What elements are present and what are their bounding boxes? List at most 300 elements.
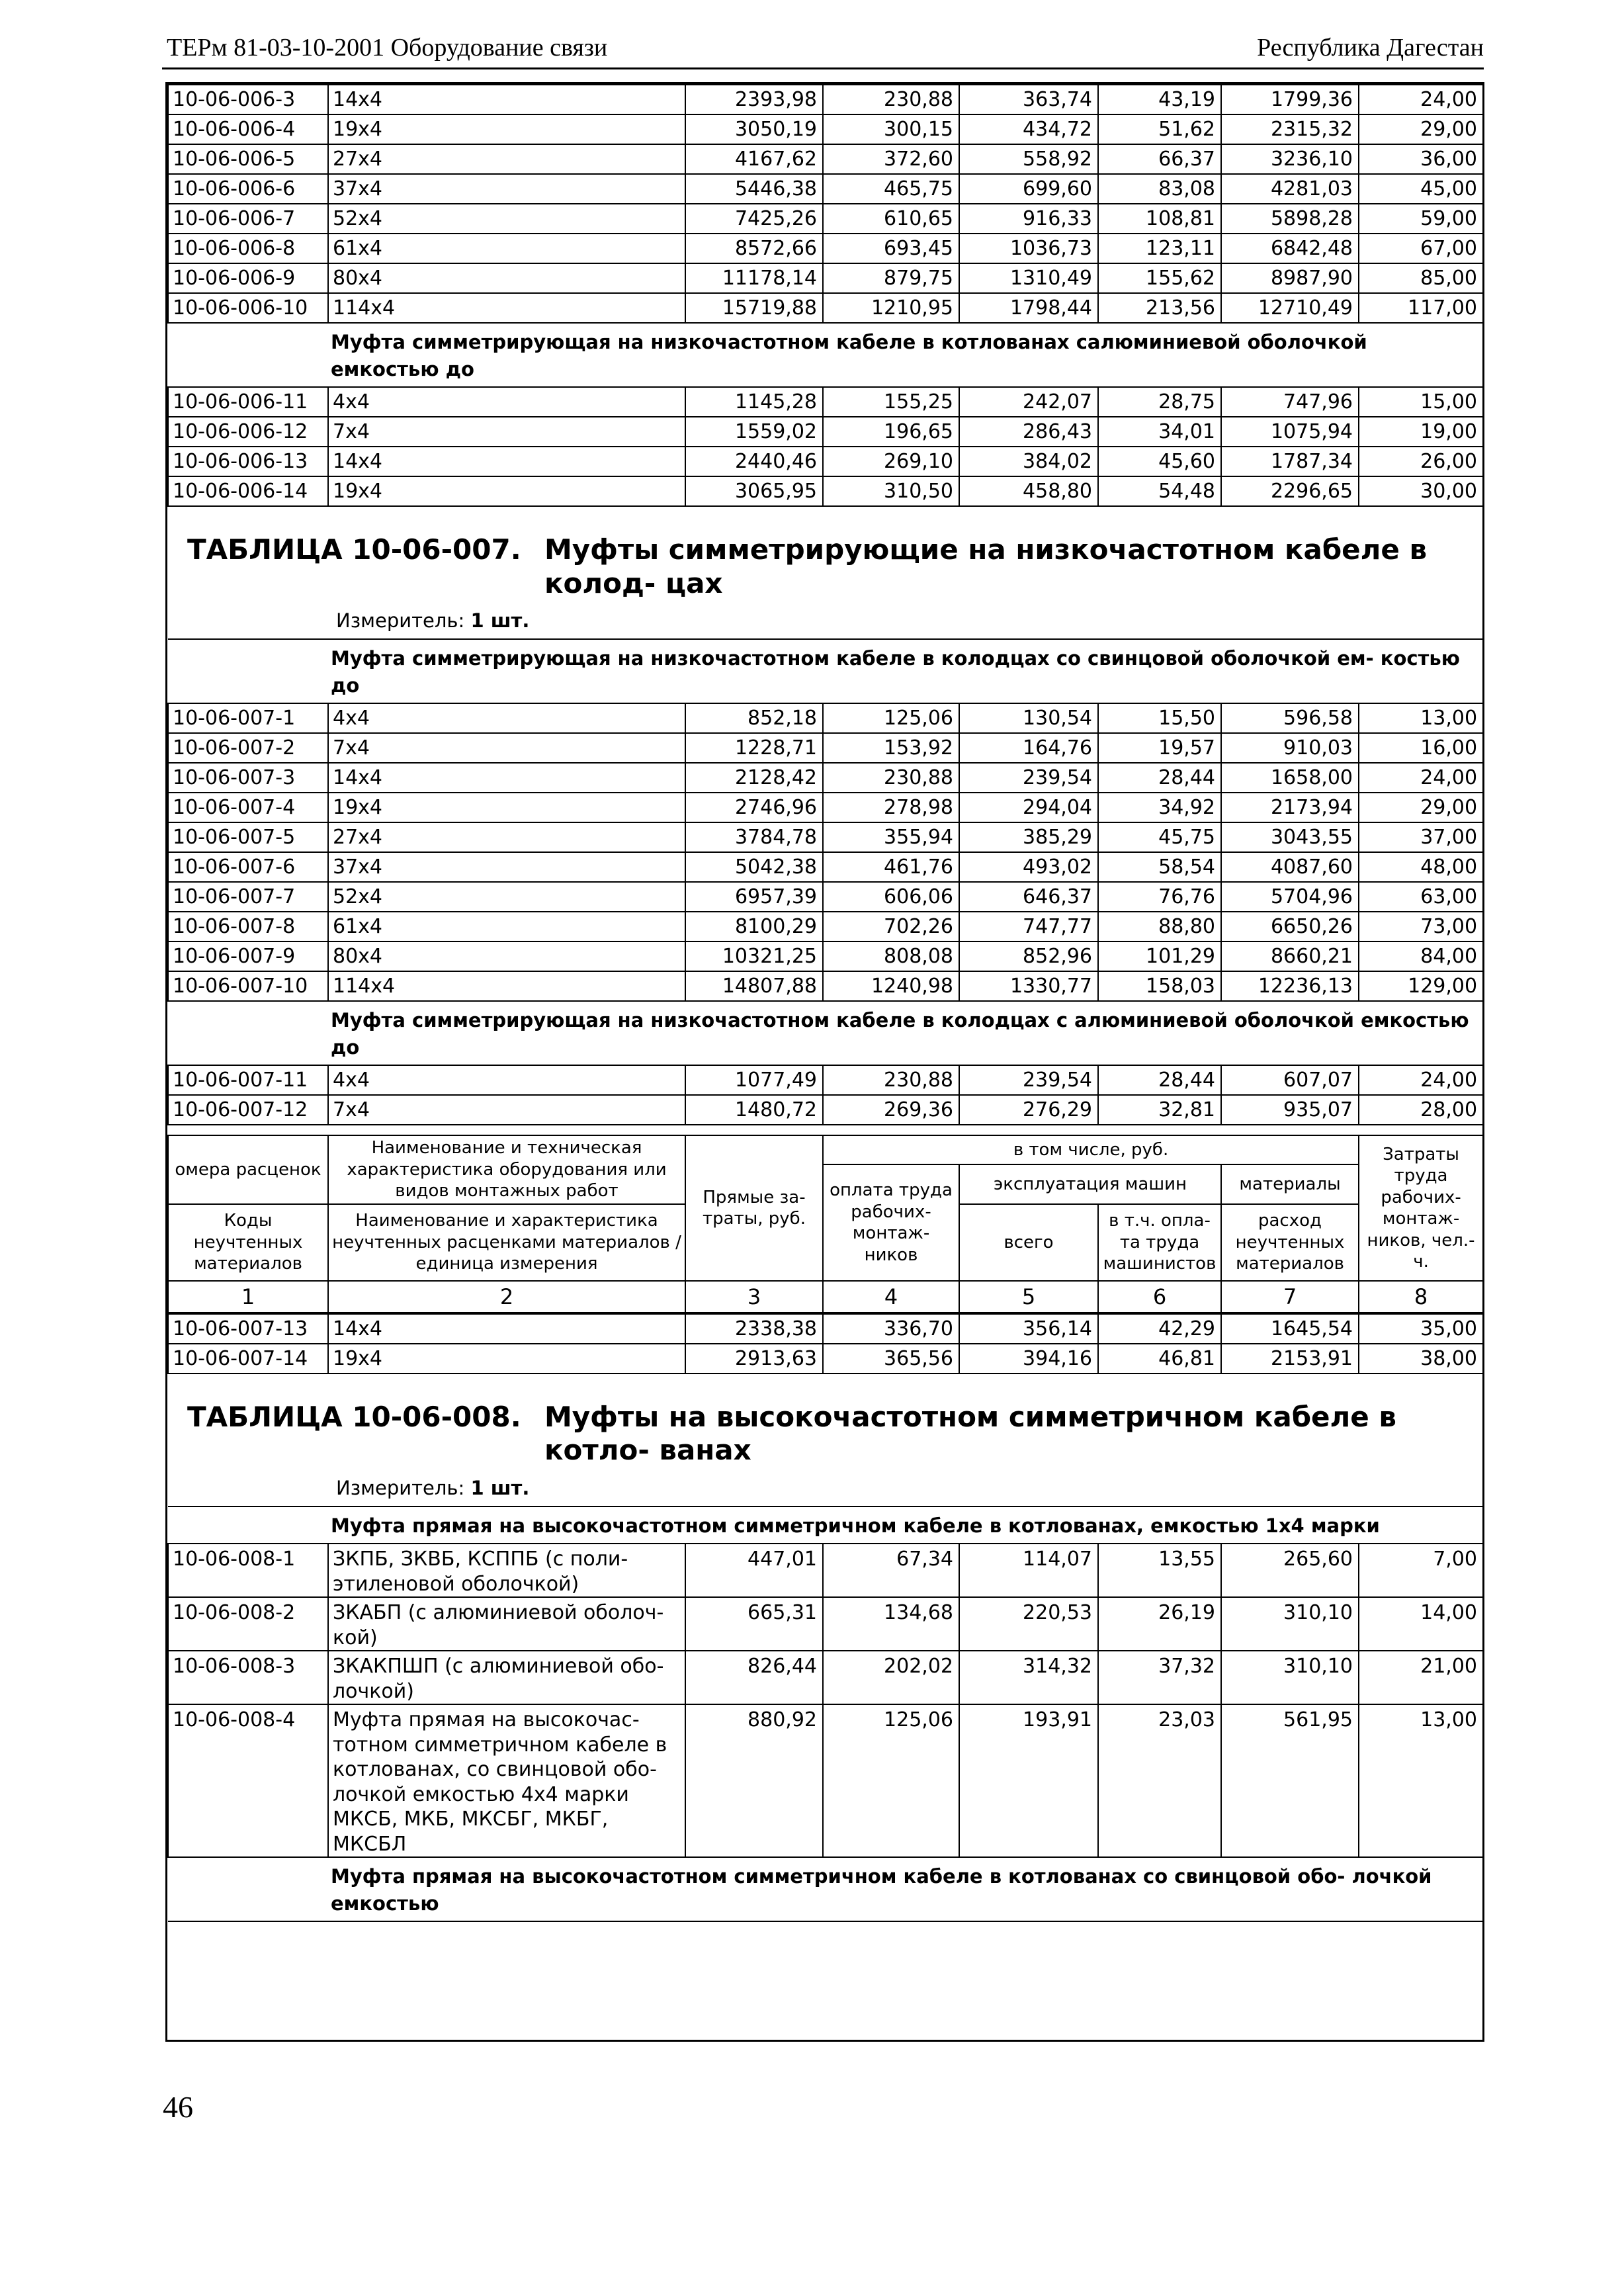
value-cell: 26,19 (1098, 1597, 1221, 1651)
item-name-cell: 4x4 (328, 1065, 685, 1095)
rate-code-cell: 10-06-006-7 (168, 204, 328, 234)
value-cell: 76,76 (1098, 882, 1221, 912)
value-cell: 114,07 (959, 1544, 1098, 1597)
table-row (168, 85, 1483, 114)
rate-code-cell: 10-06-007-2 (168, 733, 328, 763)
table-row (168, 204, 1483, 234)
value-cell: 88,80 (1098, 912, 1221, 941)
table-008-title: Муфты на высокочастотном симметричном кабеле в котло- ванах (544, 1400, 1396, 1467)
value-cell: 561,95 (1221, 1704, 1359, 1857)
value-cell: 8660,21 (1221, 941, 1359, 971)
page-number: 46 (163, 2090, 193, 2124)
value-cell: 265,60 (1221, 1544, 1359, 1597)
value-cell: 935,07 (1221, 1095, 1359, 1125)
rate-code-cell: 10-06-006-10 (168, 293, 328, 323)
value-cell: 67,00 (1359, 234, 1483, 263)
rate-code-cell: 10-06-006-9 (168, 263, 328, 293)
value-cell: 300,15 (823, 114, 959, 144)
table-row (168, 476, 1483, 506)
value-cell: 28,44 (1098, 1065, 1221, 1095)
value-cell: 11178,14 (685, 263, 823, 293)
value-cell: 2913,63 (685, 1344, 823, 1374)
rate-code-cell: 10-06-007-5 (168, 822, 328, 852)
value-cell: 129,00 (1359, 971, 1483, 1001)
rate-code-cell: 10-06-006-13 (168, 447, 328, 476)
column-number: 4 (823, 1281, 959, 1313)
rate-code-cell: 10-06-007-3 (168, 763, 328, 793)
item-name-cell: ЗКАБП (с алюминиевой оболоч- кой) (328, 1597, 685, 1651)
measure-label: Измеритель: (336, 609, 465, 632)
value-cell: 35,00 (1359, 1314, 1483, 1344)
item-name-cell: 14x4 (328, 447, 685, 476)
value-cell: 1787,34 (1221, 447, 1359, 476)
table-row (168, 703, 1483, 733)
value-cell: 269,10 (823, 447, 959, 476)
value-cell: 4167,62 (685, 144, 823, 174)
value-cell: 8987,90 (1221, 263, 1359, 293)
table-row (168, 234, 1483, 263)
value-cell: 1645,54 (1221, 1314, 1359, 1344)
value-cell: 108,81 (1098, 204, 1221, 234)
table-row (168, 971, 1483, 1001)
header-c2-top: Наименование и техническая характеристика оборудования или видов монтажных работ (328, 1135, 685, 1204)
column-number: 1 (168, 1281, 328, 1313)
table-008-section (167, 1374, 1482, 1923)
table-row (168, 447, 1483, 476)
group-row (168, 1506, 1483, 1544)
value-cell: 2393,98 (685, 85, 823, 114)
value-cell: 158,03 (1098, 971, 1221, 1001)
item-name-cell: 14x4 (328, 763, 685, 793)
value-cell: 67,34 (823, 1544, 959, 1597)
value-cell: 51,62 (1098, 114, 1221, 144)
value-cell: 607,07 (1221, 1065, 1359, 1095)
item-name-cell: 52x4 (328, 882, 685, 912)
value-cell: 4087,60 (1221, 852, 1359, 882)
value-cell: 310,10 (1221, 1651, 1359, 1704)
value-cell: 10321,25 (685, 941, 823, 971)
item-name-cell: 61x4 (328, 912, 685, 941)
table-007-rows-c (168, 1314, 1483, 1374)
value-cell: 242,07 (959, 387, 1098, 417)
value-cell: 13,00 (1359, 1704, 1483, 1857)
table-007-title: Муфты симметрирующие на низкочастотном кабеле в колод- цах (544, 533, 1428, 599)
rate-code-cell: 10-06-006-5 (168, 144, 328, 174)
value-cell: 3050,19 (685, 114, 823, 144)
value-cell: 134,68 (823, 1597, 959, 1651)
table-007-heading (167, 507, 1482, 600)
table-006 (167, 84, 1484, 507)
group-cell (168, 1506, 1483, 1544)
value-cell: 3043,55 (1221, 822, 1359, 852)
value-cell: 59,00 (1359, 204, 1483, 234)
value-cell: 385,29 (959, 822, 1098, 852)
value-cell: 164,76 (959, 733, 1098, 763)
table-row (168, 417, 1483, 447)
value-cell: 1228,71 (685, 733, 823, 763)
rate-code-cell: 10-06-006-11 (168, 387, 328, 417)
rate-code-cell: 10-06-008-2 (168, 1597, 328, 1651)
value-cell: 19,00 (1359, 417, 1483, 447)
item-name-cell: 14x4 (328, 1314, 685, 1344)
table-row (168, 852, 1483, 882)
value-cell: 269,36 (823, 1095, 959, 1125)
value-cell: 38,00 (1359, 1344, 1483, 1374)
item-name-cell: 52x4 (328, 204, 685, 234)
table-008-heading (167, 1374, 1482, 1467)
value-cell: 702,26 (823, 912, 959, 941)
value-cell: 4281,03 (1221, 174, 1359, 204)
value-cell: 130,54 (959, 703, 1098, 733)
group-title-007-b: Муфта симметрирующая на низкочастотном кабеле в колодцах с алюминиевой оболочкой емкостью до (331, 1009, 1469, 1059)
value-cell: 24,00 (1359, 763, 1483, 793)
value-cell: 286,43 (959, 417, 1098, 447)
table-row (168, 763, 1483, 793)
column-number: 6 (1098, 1281, 1221, 1313)
value-cell: 852,96 (959, 941, 1098, 971)
table-row (168, 1704, 1483, 1857)
value-cell: 610,65 (823, 204, 959, 234)
value-cell: 34,01 (1098, 417, 1221, 447)
item-name-cell: 114x4 (328, 971, 685, 1001)
item-name-cell: 19x4 (328, 793, 685, 822)
value-cell: 125,06 (823, 703, 959, 733)
value-cell: 384,02 (959, 447, 1098, 476)
running-header-right: Республика Дагестан (1257, 34, 1484, 62)
value-cell: 434,72 (959, 114, 1098, 144)
table-row (168, 1544, 1483, 1597)
header-rule (162, 67, 1484, 69)
value-cell: 155,62 (1098, 263, 1221, 293)
table-row (168, 1065, 1483, 1095)
value-cell: 1075,94 (1221, 417, 1359, 447)
table-row (168, 1095, 1483, 1125)
value-cell: 202,02 (823, 1651, 959, 1704)
value-cell: 558,92 (959, 144, 1098, 174)
table-006-rows-a (168, 85, 1483, 323)
rate-code-cell: 10-06-007-7 (168, 882, 328, 912)
rate-code-cell: 10-06-007-10 (168, 971, 328, 1001)
value-cell: 24,00 (1359, 85, 1483, 114)
value-cell: 8572,66 (685, 234, 823, 263)
value-cell: 665,31 (685, 1597, 823, 1651)
rate-code-cell: 10-06-006-8 (168, 234, 328, 263)
value-cell: 8100,29 (685, 912, 823, 941)
value-cell: 606,06 (823, 882, 959, 912)
value-cell: 239,54 (959, 1065, 1098, 1095)
column-number: 8 (1359, 1281, 1483, 1313)
value-cell: 394,16 (959, 1344, 1098, 1374)
table-007-rows-b (168, 1065, 1483, 1125)
value-cell: 230,88 (823, 763, 959, 793)
table-row (168, 263, 1483, 293)
group-cell (168, 1857, 1483, 1921)
group-title-008-a: Муфта прямая на высокочастотном симметричном кабеле в котлованах, емкостью 1x4 марки (331, 1514, 1380, 1537)
value-cell: 5446,38 (685, 174, 823, 204)
value-cell: 2296,65 (1221, 476, 1359, 506)
rate-code-cell: 10-06-007-9 (168, 941, 328, 971)
header-c6: в т.ч. опла- та труда машинистов (1098, 1204, 1221, 1281)
value-cell: 239,54 (959, 763, 1098, 793)
value-cell: 852,18 (685, 703, 823, 733)
value-cell: 230,88 (823, 1065, 959, 1095)
item-name-cell: 4x4 (328, 703, 685, 733)
value-cell: 7425,26 (685, 204, 823, 234)
item-name-cell: 80x4 (328, 263, 685, 293)
value-cell: 14807,88 (685, 971, 823, 1001)
value-cell: 26,00 (1359, 447, 1483, 476)
value-cell: 15,50 (1098, 703, 1221, 733)
value-cell: 66,37 (1098, 144, 1221, 174)
table-008 (167, 1506, 1484, 1923)
rate-code-cell: 10-06-007-4 (168, 793, 328, 822)
table-007-rows-a (168, 703, 1483, 1001)
group-cell (168, 1001, 1483, 1065)
table-007-section (167, 507, 1482, 1374)
value-cell: 12236,13 (1221, 971, 1359, 1001)
value-cell: 2128,42 (685, 763, 823, 793)
table-008-label: ТАБЛИЦА 10-06-008. (187, 1400, 521, 1433)
value-cell: 155,25 (823, 387, 959, 417)
table-008-measure (167, 1467, 1482, 1506)
group-row (168, 639, 1483, 703)
group-cell (168, 323, 1483, 387)
rate-code-cell: 10-06-007-13 (168, 1314, 328, 1344)
table-007-measure (167, 600, 1482, 638)
value-cell: 314,32 (959, 1651, 1098, 1704)
table-row (168, 733, 1483, 763)
header-c4: оплата труда рабочих- монтаж- ников (823, 1164, 959, 1281)
value-cell: 30,00 (1359, 476, 1483, 506)
table-row (168, 1651, 1483, 1704)
value-cell: 45,00 (1359, 174, 1483, 204)
group-row (168, 1001, 1483, 1065)
header-c1-bottom: Коды неучтенных материалов (168, 1204, 328, 1281)
item-name-cell: 7x4 (328, 417, 685, 447)
column-number: 5 (959, 1281, 1098, 1313)
column-number-row (168, 1281, 1483, 1313)
value-cell: 1330,77 (959, 971, 1098, 1001)
value-cell: 29,00 (1359, 793, 1483, 822)
group-cell (168, 639, 1483, 703)
value-cell: 1658,00 (1221, 763, 1359, 793)
value-cell: 1036,73 (959, 234, 1098, 263)
value-cell: 42,29 (1098, 1314, 1221, 1344)
header-c1-top: омера расценок (168, 1135, 328, 1204)
item-name-cell: 114x4 (328, 293, 685, 323)
value-cell: 13,00 (1359, 703, 1483, 733)
value-cell: 28,00 (1359, 1095, 1483, 1125)
value-cell: 372,60 (823, 144, 959, 174)
value-cell: 2153,91 (1221, 1344, 1359, 1374)
column-header (167, 1135, 1484, 1313)
value-cell: 28,75 (1098, 387, 1221, 417)
value-cell: 3784,78 (685, 822, 823, 852)
value-cell: 16,00 (1359, 733, 1483, 763)
value-cell: 3236,10 (1221, 144, 1359, 174)
value-cell: 63,00 (1359, 882, 1483, 912)
value-cell: 24,00 (1359, 1065, 1483, 1095)
rate-code-cell: 10-06-006-6 (168, 174, 328, 204)
value-cell: 365,56 (823, 1344, 959, 1374)
value-cell: 23,03 (1098, 1704, 1221, 1857)
rate-code-cell: 10-06-008-1 (168, 1544, 328, 1597)
value-cell: 85,00 (1359, 263, 1483, 293)
header-in-total: в том числе, руб. (823, 1135, 1359, 1164)
item-name-cell: 61x4 (328, 234, 685, 263)
item-name-cell: 4x4 (328, 387, 685, 417)
value-cell: 54,48 (1098, 476, 1221, 506)
rate-code-cell: 10-06-006-12 (168, 417, 328, 447)
document-frame (165, 82, 1484, 2042)
value-cell: 1210,95 (823, 293, 959, 323)
rate-code-cell: 10-06-006-3 (168, 85, 328, 114)
value-cell: 5704,96 (1221, 882, 1359, 912)
item-name-cell: 19x4 (328, 476, 685, 506)
header-c3: Прямые за- траты, руб. (685, 1135, 823, 1281)
value-cell: 83,08 (1098, 174, 1221, 204)
value-cell: 693,45 (823, 234, 959, 263)
value-cell: 46,81 (1098, 1344, 1221, 1374)
rate-code-cell: 10-06-008-4 (168, 1704, 328, 1857)
table-row (168, 293, 1483, 323)
item-name-cell: 14x4 (328, 85, 685, 114)
group-title-007-a: Муфта симметрирующая на низкочастотном кабеле в колодцах со свинцовой оболочкой ем- костью до (331, 646, 1460, 697)
value-cell: 32,81 (1098, 1095, 1221, 1125)
table-007-continued (167, 1313, 1484, 1374)
value-cell: 458,80 (959, 476, 1098, 506)
value-cell: 747,77 (959, 912, 1098, 941)
value-cell: 37,00 (1359, 822, 1483, 852)
value-cell: 36,00 (1359, 144, 1483, 174)
value-cell: 461,76 (823, 852, 959, 882)
value-cell: 213,56 (1098, 293, 1221, 323)
item-name-cell: 19x4 (328, 1344, 685, 1374)
item-name-cell: Муфта прямая на высокочас- тотном симметричном кабеле в котлованах, со свинцовой обо- лочкой емкостью 4x4 марки МКСБ, МКБ, МКСБГ, МКБГ, МКСБЛ (328, 1704, 685, 1857)
item-name-cell: 27x4 (328, 144, 685, 174)
value-cell: 646,37 (959, 882, 1098, 912)
table-row (168, 114, 1483, 144)
value-cell: 28,44 (1098, 763, 1221, 793)
rate-code-cell: 10-06-006-4 (168, 114, 328, 144)
table-row (168, 1597, 1483, 1651)
header-c2-bottom: Наименование и характеристика неучтенных расценками материалов / единица измерения (328, 1204, 685, 1281)
value-cell: 45,75 (1098, 822, 1221, 852)
value-cell: 465,75 (823, 174, 959, 204)
value-cell: 34,92 (1098, 793, 1221, 822)
value-cell: 747,96 (1221, 387, 1359, 417)
value-cell: 6842,48 (1221, 234, 1359, 263)
rate-code-cell: 10-06-006-14 (168, 476, 328, 506)
table-008-rows-a (168, 1544, 1483, 1857)
value-cell: 37,32 (1098, 1651, 1221, 1704)
value-cell: 1310,49 (959, 263, 1098, 293)
table-row (168, 912, 1483, 941)
value-cell: 43,19 (1098, 85, 1221, 114)
value-cell: 153,92 (823, 733, 959, 763)
item-name-cell: 80x4 (328, 941, 685, 971)
group-title-006-b: Муфта симметрирующая на низкочастотном кабеле в котлованах салюминиевой оболочкой емкостью до (331, 331, 1367, 380)
value-cell: 826,44 (685, 1651, 823, 1704)
measure-value: 1 шт. (470, 609, 530, 632)
value-cell: 12710,49 (1221, 293, 1359, 323)
value-cell: 1559,02 (685, 417, 823, 447)
value-cell: 19,57 (1098, 733, 1221, 763)
table-007-label: ТАБЛИЦА 10-06-007. (187, 533, 521, 566)
item-name-cell: 37x4 (328, 174, 685, 204)
value-cell: 15719,88 (685, 293, 823, 323)
table-row (168, 387, 1483, 417)
value-cell: 1799,36 (1221, 85, 1359, 114)
value-cell: 58,54 (1098, 852, 1221, 882)
value-cell: 1798,44 (959, 293, 1098, 323)
table-006-section (167, 84, 1482, 507)
rate-code-cell: 10-06-007-11 (168, 1065, 328, 1095)
item-name-cell: ЗКПБ, ЗКВБ, КСППБ (с поли- этиленовой оболочкой) (328, 1544, 685, 1597)
rate-code-cell: 10-06-007-12 (168, 1095, 328, 1125)
value-cell: 699,60 (959, 174, 1098, 204)
value-cell: 48,00 (1359, 852, 1483, 882)
value-cell: 363,74 (959, 85, 1098, 114)
value-cell: 13,55 (1098, 1544, 1221, 1597)
value-cell: 45,60 (1098, 447, 1221, 476)
header-c8: Затраты труда рабочих- монтаж- ников, чел.-ч. (1359, 1135, 1483, 1281)
value-cell: 2746,96 (685, 793, 823, 822)
value-cell: 356,14 (959, 1314, 1098, 1344)
table-row (168, 822, 1483, 852)
value-cell: 125,06 (823, 1704, 959, 1857)
value-cell: 808,08 (823, 941, 959, 971)
table-row (168, 1344, 1483, 1374)
table-006-rows-b (168, 387, 1483, 506)
item-name-cell: 7x4 (328, 1095, 685, 1125)
rate-code-cell: 10-06-007-6 (168, 852, 328, 882)
table-007 (167, 638, 1484, 1125)
value-cell: 3065,95 (685, 476, 823, 506)
table-row (168, 174, 1483, 204)
value-cell: 123,11 (1098, 234, 1221, 263)
header-materials: материалы (1221, 1164, 1359, 1204)
value-cell: 220,53 (959, 1597, 1098, 1651)
item-name-cell: 37x4 (328, 852, 685, 882)
value-cell: 5042,38 (685, 852, 823, 882)
header-c5: всего (959, 1204, 1098, 1281)
value-cell: 880,92 (685, 1704, 823, 1857)
header-c7: расход неучтенных материалов (1221, 1204, 1359, 1281)
value-cell: 193,91 (959, 1704, 1098, 1857)
rate-code-cell: 10-06-007-14 (168, 1344, 328, 1374)
value-cell: 21,00 (1359, 1651, 1483, 1704)
value-cell: 276,29 (959, 1095, 1098, 1125)
value-cell: 117,00 (1359, 293, 1483, 323)
value-cell: 310,50 (823, 476, 959, 506)
value-cell: 101,29 (1098, 941, 1221, 971)
group-title-008-b: Муфта прямая на высокочастотном симметричном кабеле в котлованах со свинцовой обо- лочкой емкостью (331, 1865, 1432, 1915)
measure-label: Измеритель: (336, 1476, 465, 1499)
value-cell: 355,94 (823, 822, 959, 852)
rate-code-cell: 10-06-007-1 (168, 703, 328, 733)
group-row (168, 1857, 1483, 1921)
table-row (168, 793, 1483, 822)
value-cell: 5898,28 (1221, 204, 1359, 234)
item-name-cell: ЗКАКПШП (с алюминиевой обо- лочкой) (328, 1651, 685, 1704)
value-cell: 73,00 (1359, 912, 1483, 941)
value-cell: 7,00 (1359, 1544, 1483, 1597)
column-number: 3 (685, 1281, 823, 1313)
value-cell: 294,04 (959, 793, 1098, 822)
group-row (168, 323, 1483, 387)
value-cell: 278,98 (823, 793, 959, 822)
